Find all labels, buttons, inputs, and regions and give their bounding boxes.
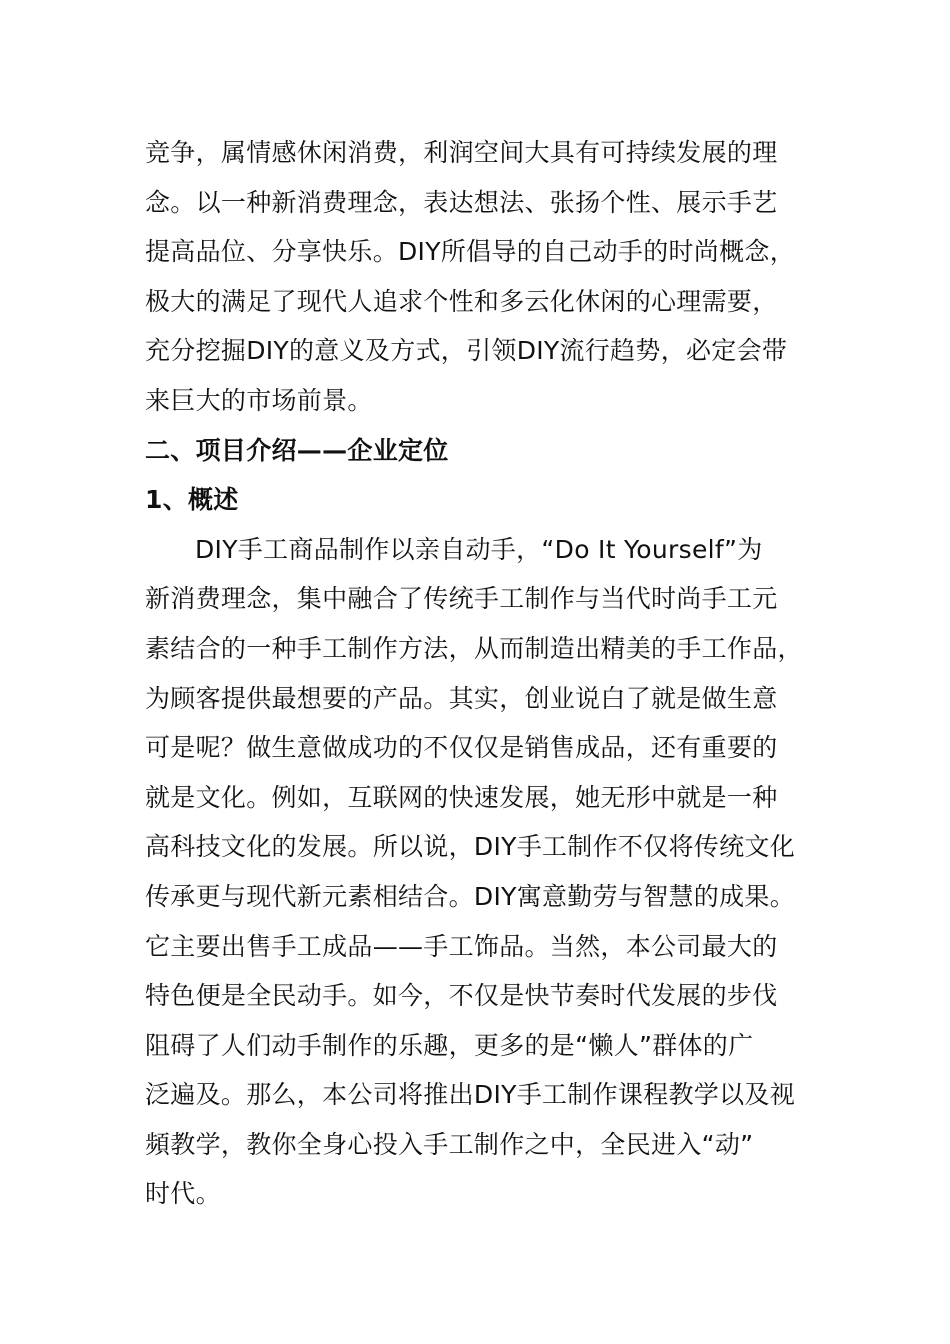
- paragraph-line: 它主要出售手工成品——手工饰品。当然，本公司最大的: [145, 931, 778, 961]
- paragraph-line: 为顾客提供最想要的产品。其实，创业说白了就是做生意: [145, 683, 778, 713]
- paragraph-line: 泛遍及。那么，本公司将推出DIY手工制作课程教学以及视: [145, 1080, 795, 1110]
- paragraph-line: 頻教学，教你全身心投入手工制作之中，全民进入“动”: [145, 1129, 754, 1159]
- paragraph-line: 可是呢？做生意做成功的不仅仅是销售成品，还有重要的: [145, 733, 778, 763]
- paragraph-line: 素结合的一种手工制作方法，从而制造出精美的手工作品，: [145, 633, 803, 663]
- paragraph-line: 阻碍了人们动手制作的乐趣，更多的是“懒人”群体的广: [145, 1030, 754, 1060]
- paragraph-line: 就是文化。例如，互联网的快速发展，她无形中就是一种: [145, 782, 778, 812]
- paragraph-line: 竞争，属情感休闲消费，利润空间大具有可持续发展的理: [145, 138, 778, 167]
- overview-paragraph: [145, 525, 825, 1219]
- paragraph-line: 传承更与现代新元素相结合。DIY寓意勤劳与智慧的成果。: [145, 881, 795, 911]
- paragraph-line: 来巨大的市场前景。: [145, 385, 373, 415]
- paragraph-line: 极大的满足了现代人追求个性和多云化休闲的心理需要，: [145, 286, 778, 316]
- paragraph-first-line: DIY手工商品制作以亲自动手，“Do It Yourself”为: [195, 534, 763, 564]
- paragraph-line: 时代。: [145, 1179, 221, 1209]
- intro-paragraph: [145, 128, 825, 426]
- section-heading: 二、项目介绍——企业定位: [145, 435, 449, 465]
- paragraph-line: 高科技文化的发展。所以说，DIY手工制作不仅将传统文化: [145, 832, 795, 862]
- paragraph-line: 新消费理念，集中融合了传统手工制作与当代时尚手工元: [145, 584, 778, 614]
- subsection-heading: 1、概述: [145, 485, 239, 515]
- paragraph-line: 念。以一种新消费理念，表达想法、张扬个性、展示手艺: [145, 187, 778, 217]
- document-body: [145, 128, 825, 1219]
- paragraph-line: 特色便是全民动手。如今，不仅是快节奏时代发展的步伐: [145, 981, 778, 1011]
- paragraph-line: 充分挖掘DIY的意义及方式，引领DIY流行趋势，必定会带: [145, 336, 788, 366]
- paragraph-line: 提高品位、分享快乐。DIY所倡导的自己动手的时尚概念，: [145, 237, 795, 267]
